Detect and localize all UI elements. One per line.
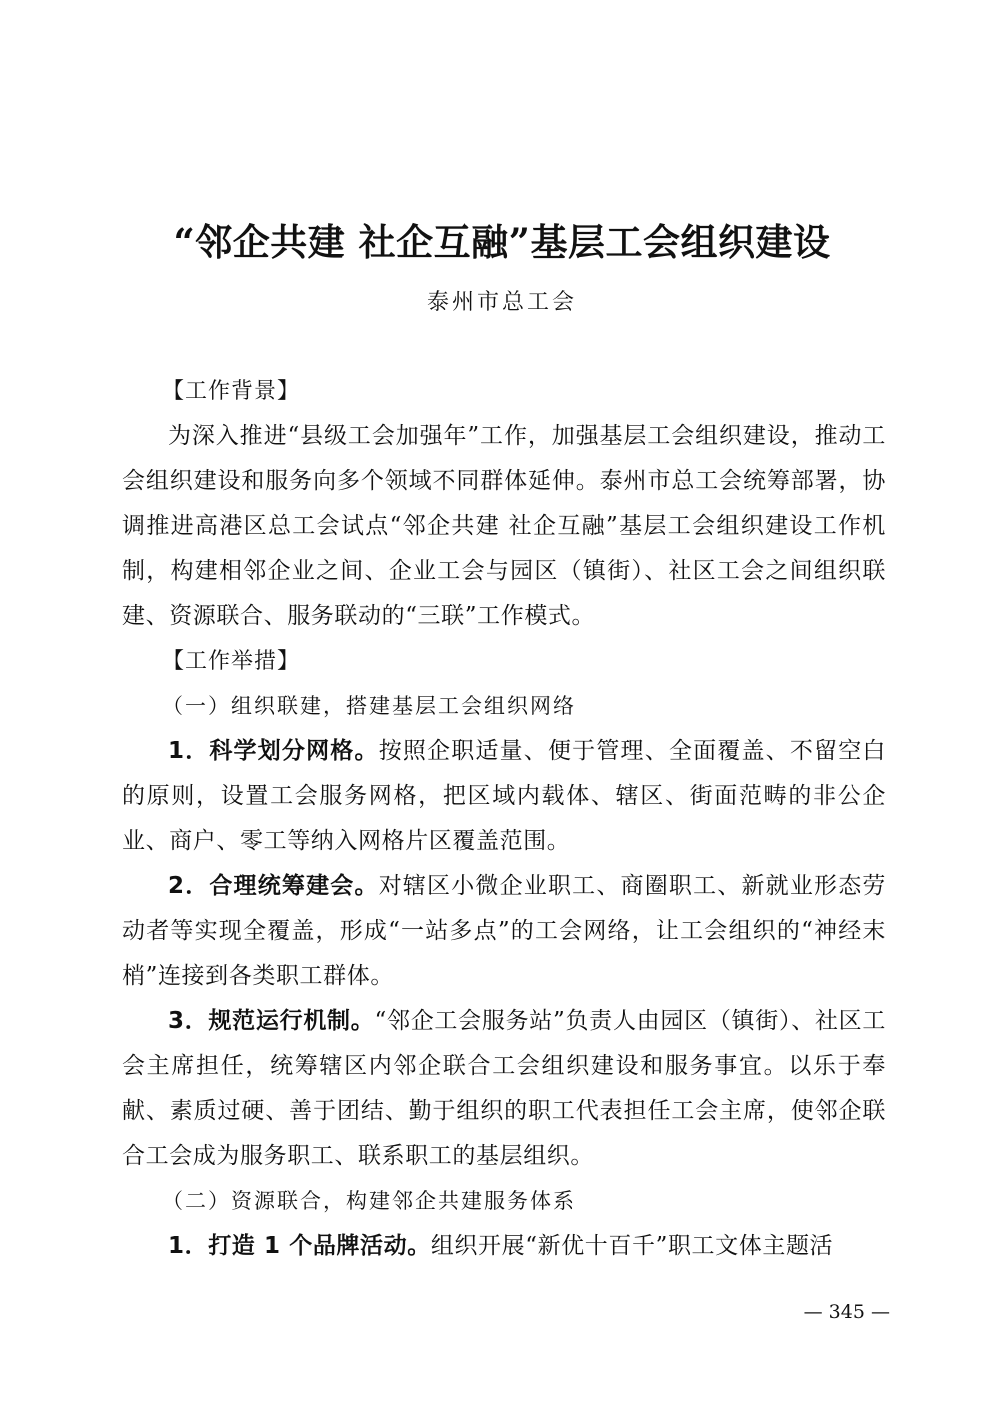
item-lead-mechanism: 3．规范运行机制。 bbox=[168, 1008, 375, 1034]
document-body bbox=[122, 369, 886, 1269]
subsection-heading-resources: （二）资源联合，构建邻企共建服务体系 bbox=[162, 1189, 576, 1213]
paragraph-item-grid bbox=[122, 729, 886, 864]
item-lead-brand-activity: 1．打造 1 个品牌活动。 bbox=[168, 1233, 431, 1259]
subsection-heading-organization: （一）组织联建，搭建基层工会组织网络 bbox=[162, 694, 576, 718]
item-text-union-building: 对辖区小微企业职工、商圈职工、新就业形态劳动者等实现全覆盖，形成“一站多点”的工会网络，让工会组织的“神经末梢”连接到各类职工群体。 bbox=[122, 873, 887, 989]
paragraph-item-mechanism bbox=[122, 999, 886, 1179]
paragraph-item-union-building bbox=[122, 864, 886, 999]
item-lead-union-building: 2．合理统筹建会。 bbox=[168, 873, 379, 899]
section-heading-background: 【工作背景】 bbox=[162, 379, 301, 404]
document-title: “邻企共建 社企互融”基层工会组织建设 bbox=[173, 220, 831, 264]
paragraph-item-brand-activity bbox=[122, 1224, 886, 1269]
page-number: — 345 — bbox=[803, 1301, 890, 1323]
paragraph-background: 为深入推进“县级工会加强年”工作，加强基层工会组织建设，推动工会组织建设和服务向多个领域不同群体延伸。泰州市总工会统筹部署，协调推进高港区总工会试点“邻企共建 社企互融”基层工会组织建设工作机制，构建相邻企业之间、企业工会与园区（镇街）、社区工会之间组织联建、资源联合、服务联动的“三联”工作模式。 bbox=[122, 423, 886, 629]
document-author: 泰州市总工会 bbox=[426, 290, 577, 315]
section-heading-measures: 【工作举措】 bbox=[162, 649, 301, 674]
item-text-mechanism: “邻企工会服务站”负责人由园区（镇街）、社区工会主席担任，统筹辖区内邻企联合工会组织建设和服务事宜。以乐于奉献、素质过硬、善于团结、勤于组织的职工代表担任工会主席，使邻企联合工会成为服务职工、联系职工的基层组织。 bbox=[122, 1008, 886, 1169]
item-lead-grid: 1．科学划分网格。 bbox=[168, 738, 379, 764]
item-text-brand-activity: 组织开展“新优十百千”职工文体主题活 bbox=[430, 1233, 834, 1259]
item-text-grid: 按照企职适量、便于管理、全面覆盖、不留空白的原则，设置工会服务网格，把区域内载体、辖区、街面范畴的非公企业、商户、零工等纳入网格片区覆盖范围。 bbox=[122, 738, 887, 854]
